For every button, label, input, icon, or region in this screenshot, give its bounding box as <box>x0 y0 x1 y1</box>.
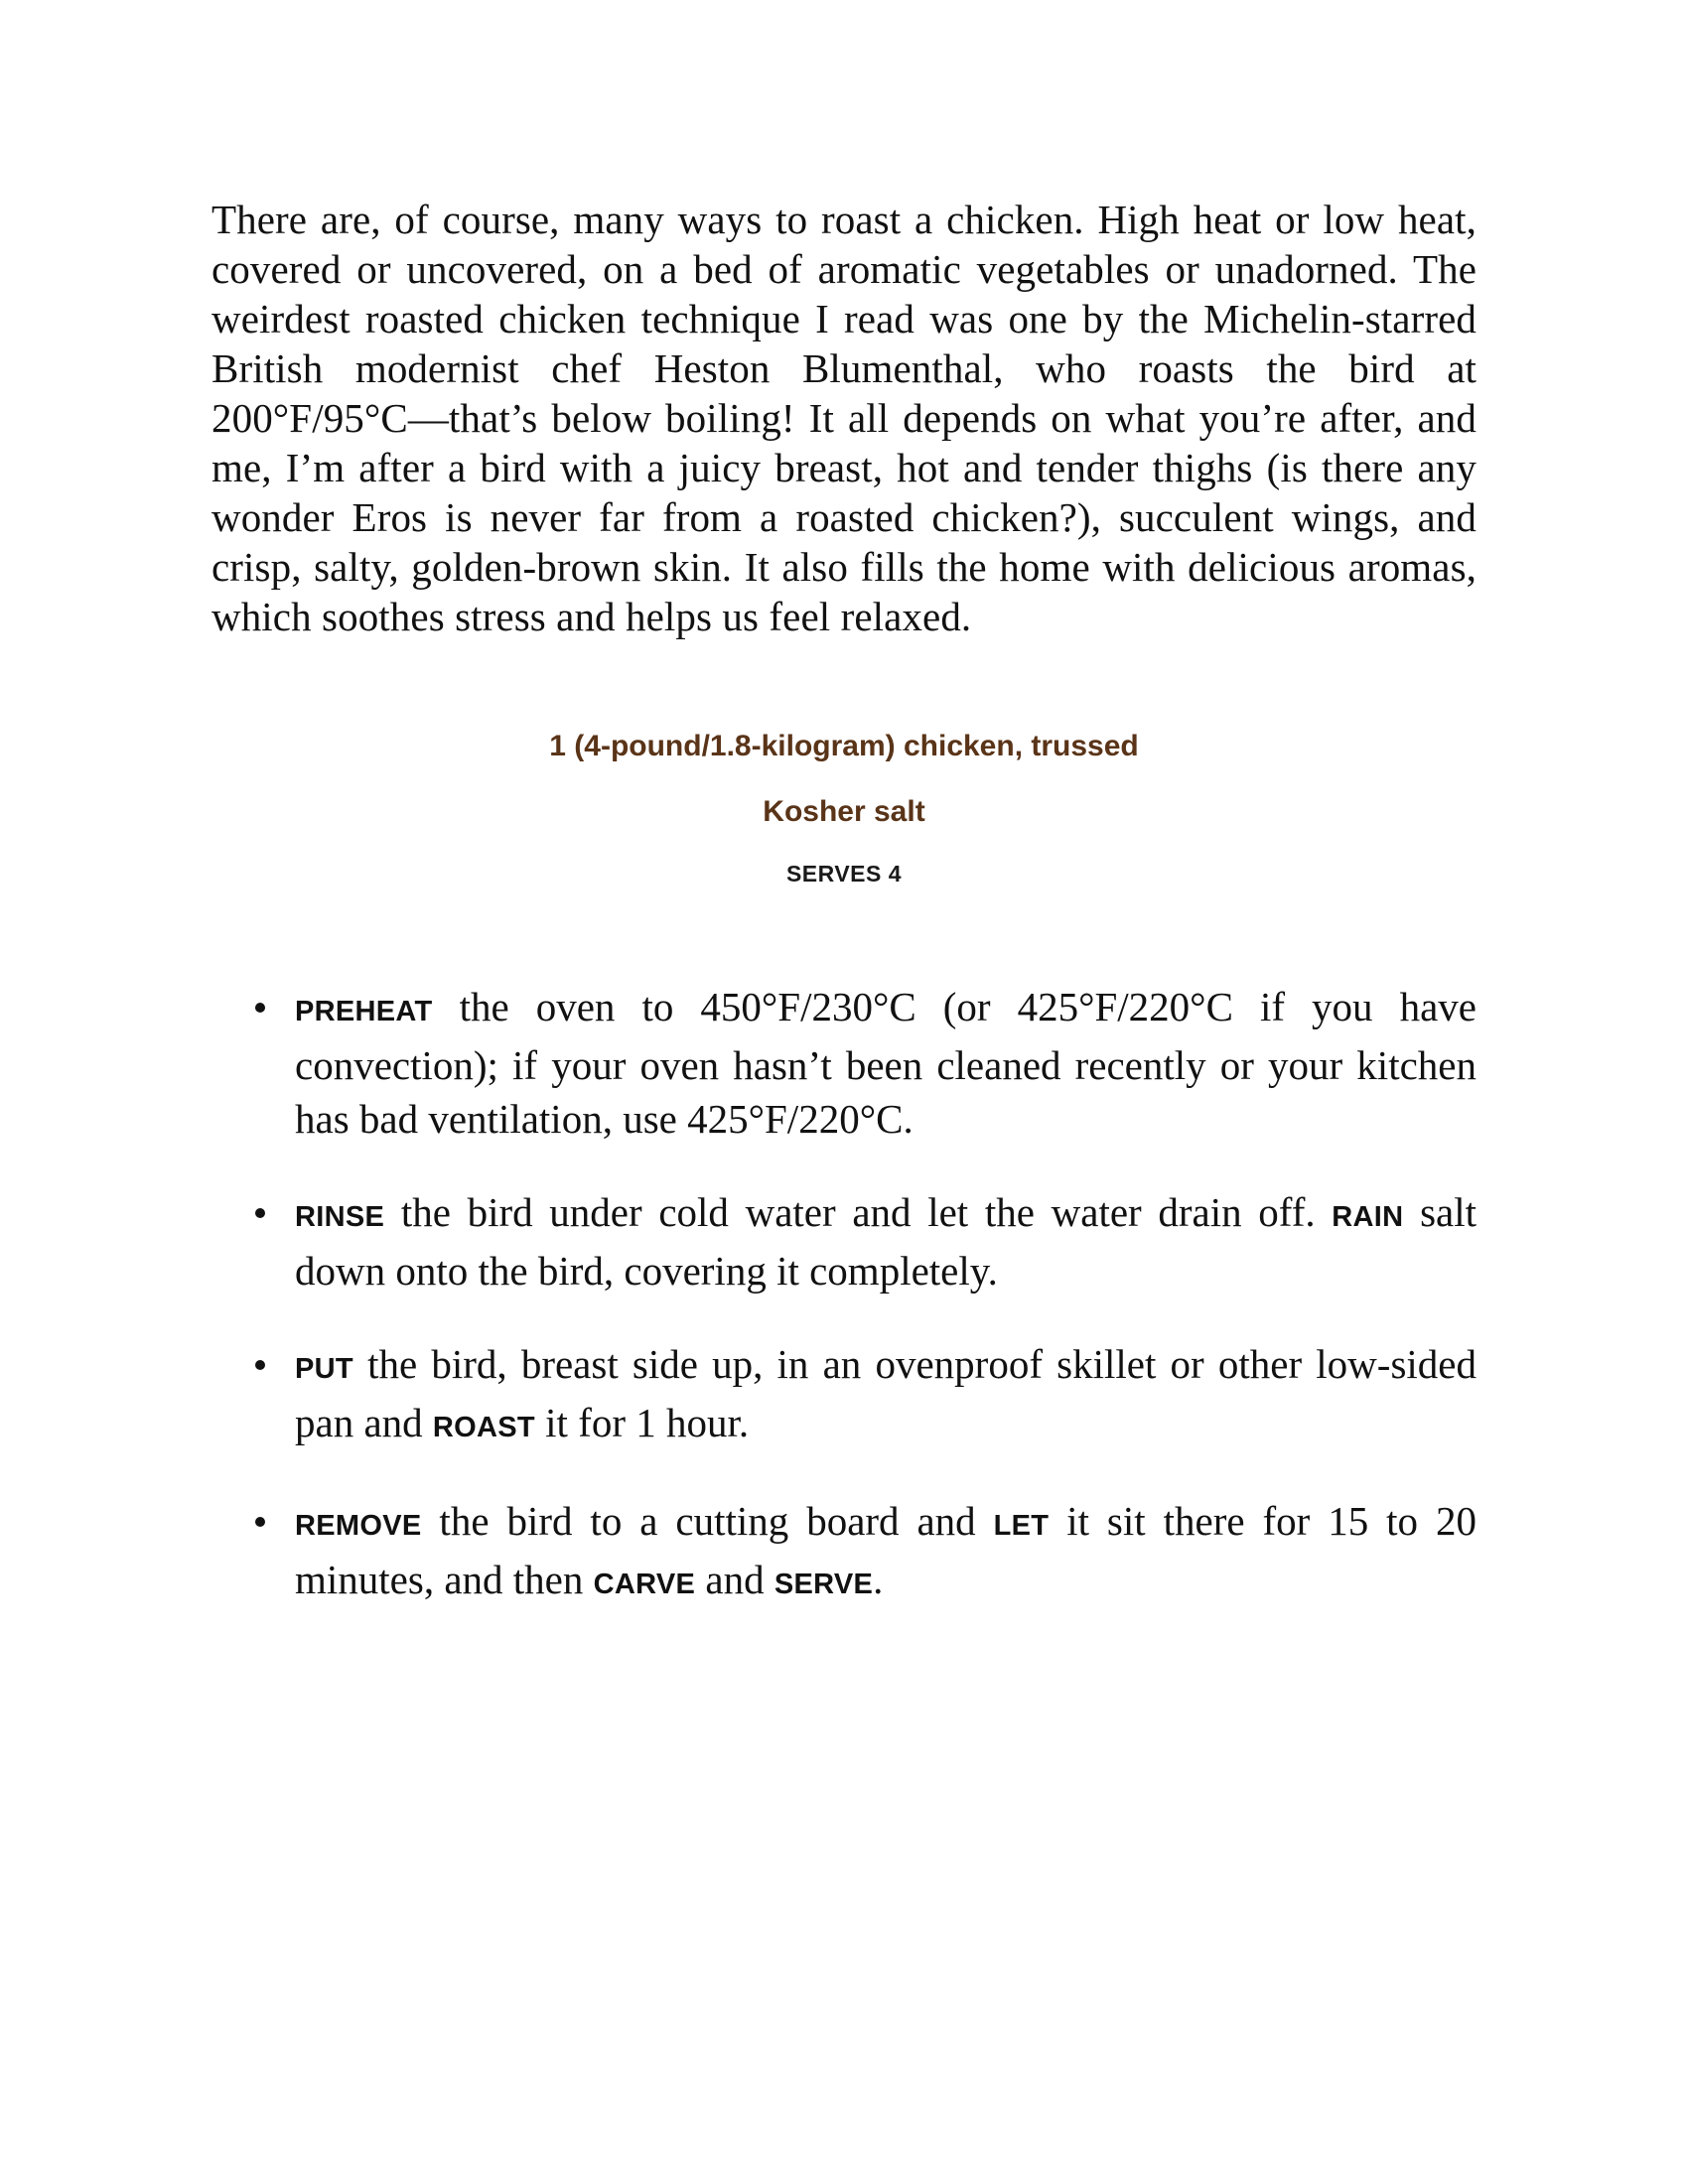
step-keyword: REMOVE <box>295 1510 422 1542</box>
step-text: and <box>695 1557 774 1602</box>
step-remove <box>211 1494 1477 1611</box>
step-rinse <box>211 1185 1477 1297</box>
step-keyword: SERVE <box>774 1569 874 1600</box>
step-text: the bird under cold water and let the water drain off. <box>384 1189 1333 1235</box>
steps-list <box>211 980 1477 1611</box>
step-text: . <box>873 1557 884 1602</box>
step-keyword: PREHEAT <box>295 996 433 1027</box>
recipe-page <box>211 195 1477 1651</box>
step-put <box>211 1337 1477 1454</box>
bullet-icon <box>255 1360 265 1370</box>
step-text: the oven to 450°F/230°C (or 425°F/220°C if you have convection); if your oven hasn’t been cleaned recently or your kitchen has bad ventilation, use 425°F/220°C. <box>295 984 1477 1142</box>
step-text: it sit there for 15 to 20 minutes, and then <box>295 1498 1477 1602</box>
step-text: it for 1 hour. <box>534 1400 750 1445</box>
step-text: salt down onto the bird, covering it completely. <box>295 1189 1477 1294</box>
serves-label: SERVES 4 <box>785 861 903 887</box>
ingredient-salt: Kosher salt <box>763 795 925 828</box>
step-text: the bird to a cutting board and <box>421 1498 994 1544</box>
step-keyword: LET <box>993 1510 1050 1542</box>
step-keyword: CARVE <box>593 1569 696 1600</box>
bullet-icon <box>255 1003 265 1013</box>
step-preheat <box>211 980 1477 1146</box>
bullet-icon <box>255 1517 265 1527</box>
step-keyword: ROAST <box>432 1412 535 1443</box>
intro-paragraph: There are, of course, many ways to roast a chicken. High heat or low heat, covered or uncovered, on a bed of aromatic vegetables or unadorned. The weirdest roasted chicken technique I read was one by the Michelin-starred British modernist chef Heston Blumenthal, who roasts the bird at 200°F/95°C—that’s below boiling! It all depends on what you’re after, and me, I’m after a bird with a juicy breast, hot and tender thighs (is there any wonder Eros is never far from a roasted chicken?), succulent wings, and crisp, salty, golden-brown skin. It also fills the home with delicious aromas, which soothes stress and helps us feel relaxed. <box>211 197 1477 639</box>
step-text: the bird, breast side up, in an ovenproof skillet or other low-sided pan and <box>295 1341 1477 1445</box>
ingredient-chicken: 1 (4-pound/1.8-kilogram) chicken, trussed <box>549 730 1139 762</box>
bullet-icon <box>255 1208 265 1218</box>
step-keyword: PUT <box>295 1353 353 1385</box>
step-keyword: RINSE <box>295 1201 385 1233</box>
step-keyword: RAIN <box>1332 1201 1404 1233</box>
ingredients-block <box>211 729 1477 887</box>
